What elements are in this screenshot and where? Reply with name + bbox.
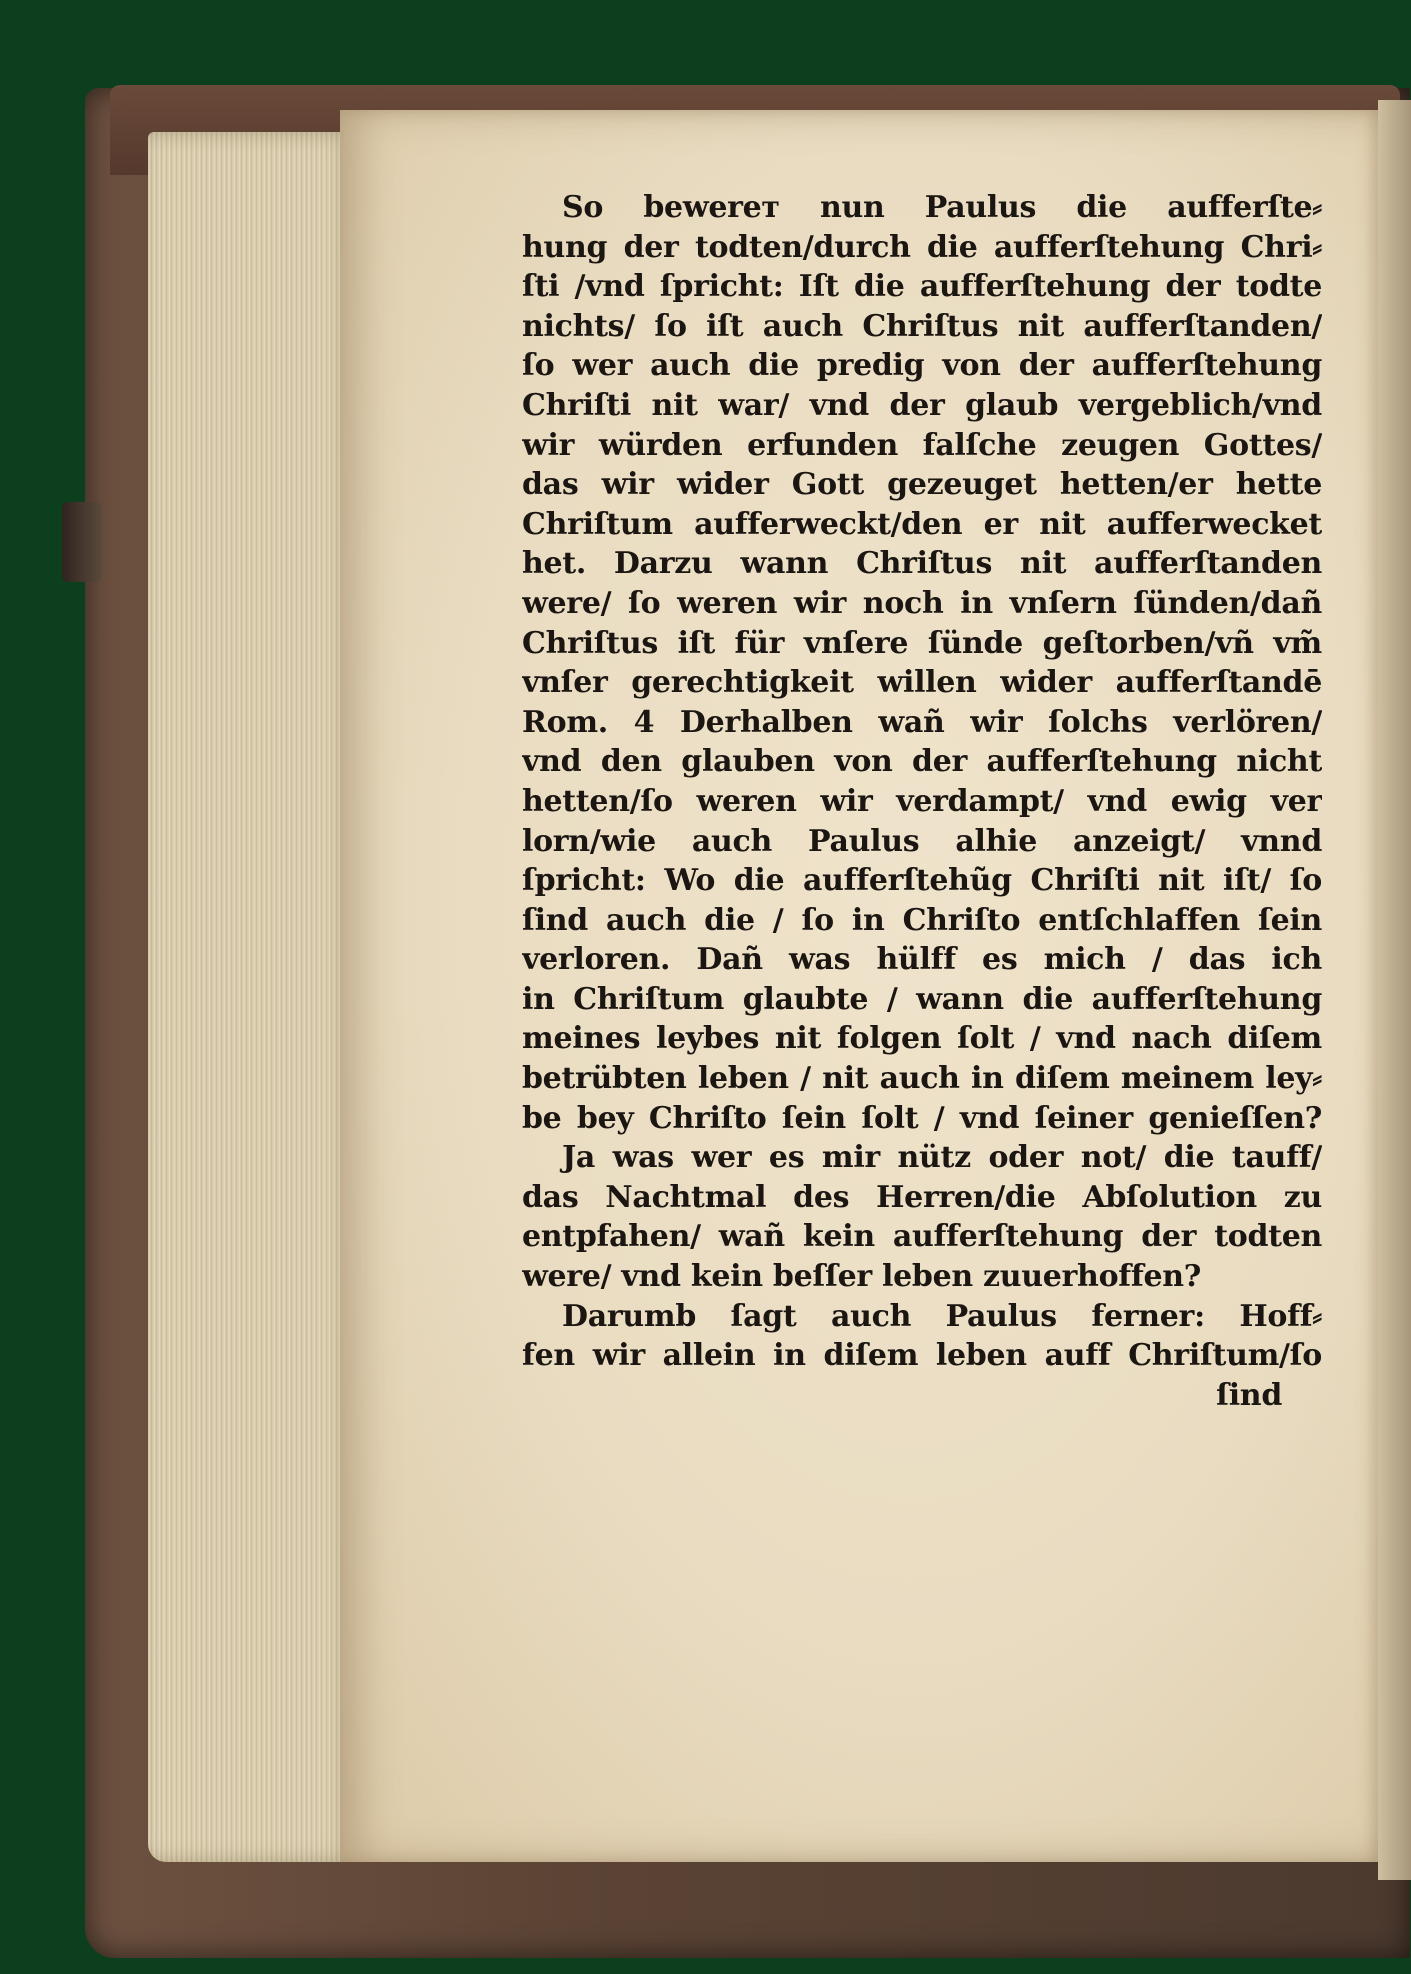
text-line: Ja was wer es mir nütz oder not/ die tauff/: [562, 1140, 1322, 1176]
right-gutter-edge: [1378, 100, 1411, 1880]
text-line: ſpricht: Wo die aufferſtehũg Chriſti nit iſt/ ſo: [522, 863, 1322, 899]
text-line: be bey Chriſto ſein ſolt / vnd ſeiner genieſſen?: [522, 1100, 1322, 1136]
text-line: Darumb ſagt auch Paulus ferner: Hoff⸗: [562, 1298, 1322, 1334]
text-line: fen wir allein in diſem leben auff Chriſtum/ſo: [522, 1338, 1322, 1374]
text-line: het. Darzu wann Chriſtus nit aufferſtanden: [522, 546, 1322, 582]
text-line: meines leybes nit folgen ſolt / vnd nach diſem: [522, 1021, 1322, 1057]
text-line: ſti /vnd ſpricht: Iſt die aufferſtehung der todte: [522, 269, 1322, 305]
text-line: betrübten leben / nit auch in diſem meinem ley⸗: [522, 1061, 1322, 1097]
text-line: hetten/ſo weren wir verdampt/ vnd ewig ver: [522, 783, 1322, 819]
text-line: das Nachtmal des Herren/die Abſolution zu: [522, 1179, 1322, 1215]
page-edges-stack: [148, 132, 356, 1862]
text-line: entpfahen/ wañ kein aufferſtehung der todten: [522, 1219, 1322, 1255]
text-line: wir würden erfunden falſche zeugen Gottes/: [522, 427, 1322, 463]
text-line: So bewerет nun Paulus die aufferſte⸗: [562, 190, 1322, 225]
text-line: were/ vnd kein beſſer leben zuuerhoffen?: [522, 1259, 1202, 1295]
text-line: ſo wer auch die predig von der aufferſtehung: [522, 348, 1322, 384]
text-line: in Chriſtum glaubte / wann die aufferſtehung: [522, 981, 1322, 1017]
text-line: vnſer gerechtigkeit willen wider aufferſtandē: [522, 665, 1322, 701]
text-line: Chriſtum aufferweckt/den er nit aufferwecket: [522, 506, 1322, 542]
text-line: das wir wider Gott gezeuget hetten/er hette: [522, 467, 1322, 503]
text-line: Rom. 4 Derhalben wañ wir ſolchs verlören/: [522, 704, 1322, 740]
book-clasp: [62, 502, 102, 582]
text-line: Chriſti nit war/ vnd der glaub vergeblich/vnd: [522, 387, 1322, 423]
text-line: nichts/ ſo iſt auch Chriſtus nit aufferſtanden/: [522, 308, 1322, 344]
text-line: hung der todten/durch die aufferſtehung Chri⸗: [522, 229, 1322, 265]
text-line: verloren. Dañ was hülff es mich / das ich: [522, 942, 1322, 978]
catchword: ſind: [1216, 1377, 1282, 1413]
text-line: vnd den glauben von der aufferſtehung nicht: [522, 744, 1322, 780]
text-line: ſind auch die / ſo in Chriſto entſchlaffen ſein: [522, 902, 1322, 938]
text-line: Chriſtus iſt für vnſere ſünde geſtorben/vñ vm̃: [522, 625, 1322, 661]
text-line: lorn/wie auch Paulus alhie anzeigt/ vnnd: [522, 823, 1322, 859]
page-text-block: [522, 188, 1322, 1415]
text-line: were/ ſo weren wir noch in vnſern ſünden/dañ: [522, 585, 1322, 621]
